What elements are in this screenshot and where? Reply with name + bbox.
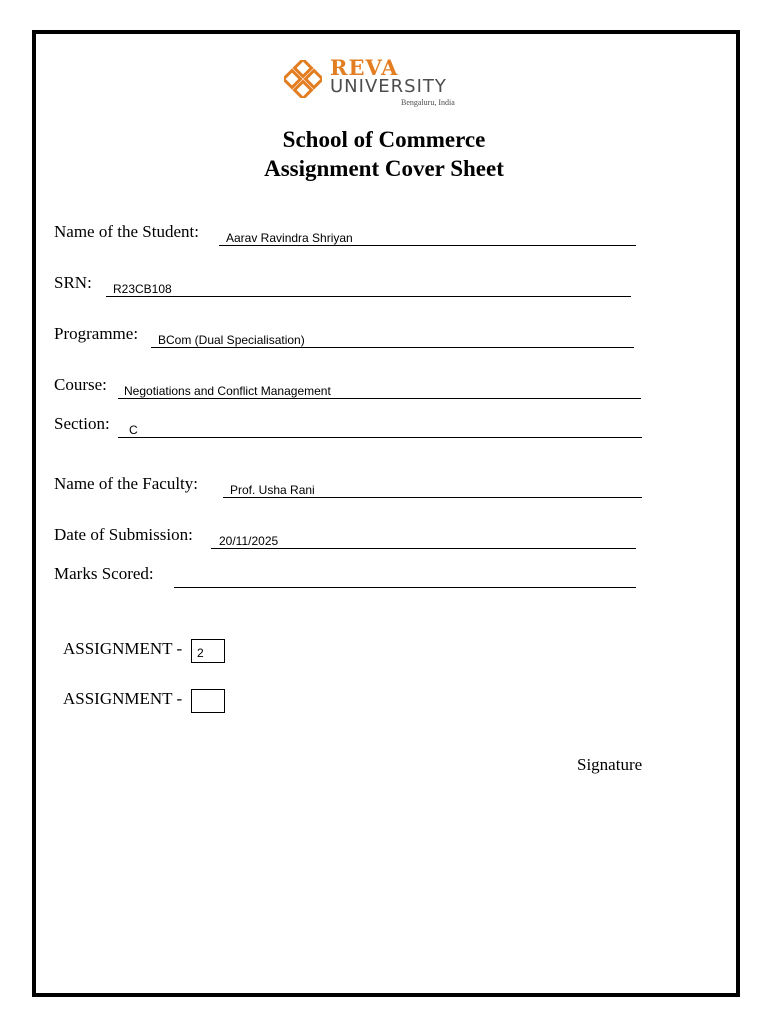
course-field — [54, 375, 641, 399]
university-logo — [284, 55, 464, 110]
assignment-label: ASSIGNMENT - — [63, 639, 183, 658]
logo-location: Bengaluru, India — [401, 98, 455, 107]
srn-value: R23CB108 — [113, 282, 172, 296]
school-title: School of Commerce — [282, 127, 486, 152]
submission-date-field — [54, 525, 636, 549]
logo-subtitle: UNIVERSITY — [330, 76, 447, 97]
student-name-label: Name of the Student: — [54, 222, 199, 241]
faculty-line — [223, 497, 642, 498]
submission-date-value: 20/11/2025 — [219, 534, 279, 548]
srn-line — [106, 296, 631, 297]
srn-field — [54, 273, 631, 297]
assignment-number-box — [191, 689, 225, 713]
student-name-value: Aarav Ravindra Shriyan — [226, 231, 353, 245]
faculty-field — [54, 474, 642, 498]
course-value: Negotiations and Conflict Management — [124, 384, 331, 398]
marks-label: Marks Scored: — [54, 564, 154, 583]
section-line — [118, 437, 642, 438]
assignment-number: 2 — [197, 646, 204, 660]
student-name-field — [54, 222, 636, 246]
programme-label: Programme: — [54, 324, 139, 343]
faculty-value: Prof. Usha Rani — [230, 483, 315, 497]
student-name-line — [219, 245, 636, 246]
faculty-label: Name of the Faculty: — [54, 474, 198, 493]
assignment-label: ASSIGNMENT - — [63, 689, 183, 708]
marks-field — [54, 564, 636, 588]
course-line — [118, 398, 641, 399]
programme-field — [54, 324, 634, 348]
logo-name: REVA — [330, 55, 399, 80]
signature-label: Signature — [577, 755, 643, 774]
srn-label: SRN: — [54, 273, 92, 292]
section-field — [54, 414, 642, 438]
assignment-number-box — [191, 639, 225, 663]
reva-knot-icon — [284, 60, 322, 98]
programme-value: BCom (Dual Specialisation) — [158, 333, 305, 347]
section-label: Section: — [54, 414, 110, 433]
course-label: Course: — [54, 375, 107, 394]
section-value: C — [129, 423, 138, 437]
submission-date-line — [211, 548, 636, 549]
marks-line — [174, 587, 636, 588]
submission-date-label: Date of Submission: — [54, 525, 193, 544]
programme-line — [151, 347, 634, 348]
sheet-title: Assignment Cover Sheet — [264, 156, 504, 181]
